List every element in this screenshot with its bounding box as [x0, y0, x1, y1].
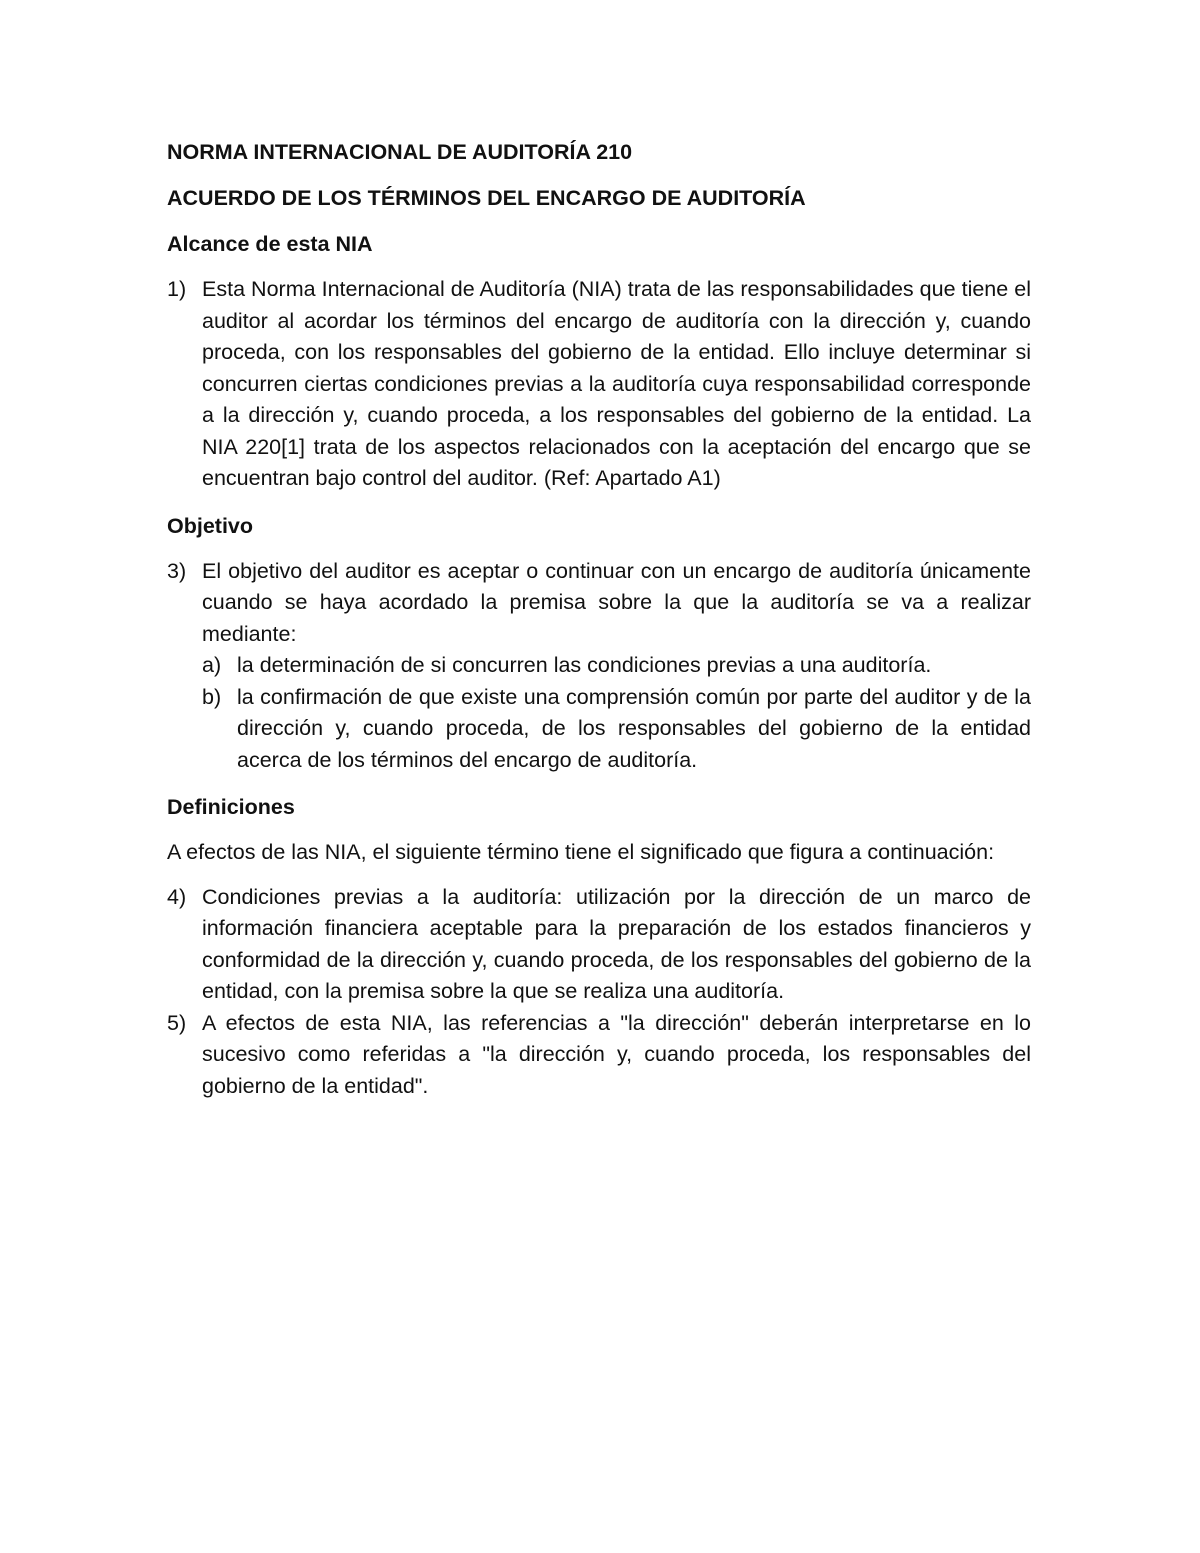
- document-title: NORMA INTERNACIONAL DE AUDITORÍA 210: [167, 140, 633, 164]
- list-item-number: 3): [167, 558, 187, 583]
- list-item-text: Condiciones previas a la auditoría: utilización por la dirección de un marco de información financiera aceptable para la preparación de los estados financieros y conformidad de la dirección y, cuando proceda, de los responsables del gobierno de la entidad, con la premisa sobre la que se realiza una auditoría.: [202, 884, 1031, 1003]
- list-item-text: Esta Norma Internacional de Auditoría (NIA) trata de las responsabilidades que tiene el auditor al acordar los términos del encargo de auditoría con la dirección y, cuando proceda, con los responsables del gobierno de la entidad. Ello incluye determinar si concurren ciertas condiciones previas a la auditoría cuya responsabilidad corresponde a la dirección y, cuando proceda, a los responsables del gobierno de la entidad. La NIA 220[1] trata de los aspectos relacionados con la aceptación del encargo que se encuentran bajo control del auditor. (Ref: Apartado A1): [202, 277, 1031, 490]
- sub-list-item: [167, 682, 1031, 777]
- section-heading-objetivo: Objetivo: [167, 513, 254, 538]
- list-item-number: 1): [167, 277, 187, 301]
- list-item: [167, 882, 1031, 1008]
- document-page: [167, 136, 1031, 1102]
- list-item-text: A efectos de esta NIA, las referencias a "la dirección" deberán interpretarse en lo sucesivo como referidas a "la dirección y, cuando proceda, los responsables del gobierno de la entidad".: [202, 1010, 1031, 1098]
- document-subtitle: ACUERDO DE LOS TÉRMINOS DEL ENCARGO DE AUDITORÍA: [167, 186, 806, 210]
- sub-list-item-text: la confirmación de que existe una comprensión común por parte del auditor y de la dirección y, cuando proceda, de los responsables del gobierno de la entidad acerca de los términos del encargo de auditoría.: [237, 684, 1031, 772]
- sub-list-item-text: la determinación de si concurren las condiciones previas a una auditoría.: [237, 653, 932, 677]
- list-item: [167, 556, 1031, 651]
- section-heading-alcance: Alcance de esta NIA: [167, 232, 373, 256]
- section-heading-definiciones: Definiciones: [167, 795, 295, 819]
- definitions-intro: A efectos de las NIA, el siguiente término tiene el significado que figura a continuación:: [167, 840, 995, 864]
- list-item-number: 5): [167, 1010, 187, 1035]
- list-item: [167, 1008, 1031, 1103]
- list-item-number: 4): [167, 884, 187, 909]
- list-item: [167, 274, 1031, 495]
- list-item-text: El objetivo del auditor es aceptar o continuar con un encargo de auditoría únicamente cuando se haya acordado la premisa sobre la que la auditoría se va a realizar mediante:: [202, 558, 1031, 646]
- sub-list-item-letter: b): [202, 684, 222, 709]
- sub-list-item: [167, 650, 1031, 682]
- sub-list-item-letter: a): [202, 653, 222, 677]
